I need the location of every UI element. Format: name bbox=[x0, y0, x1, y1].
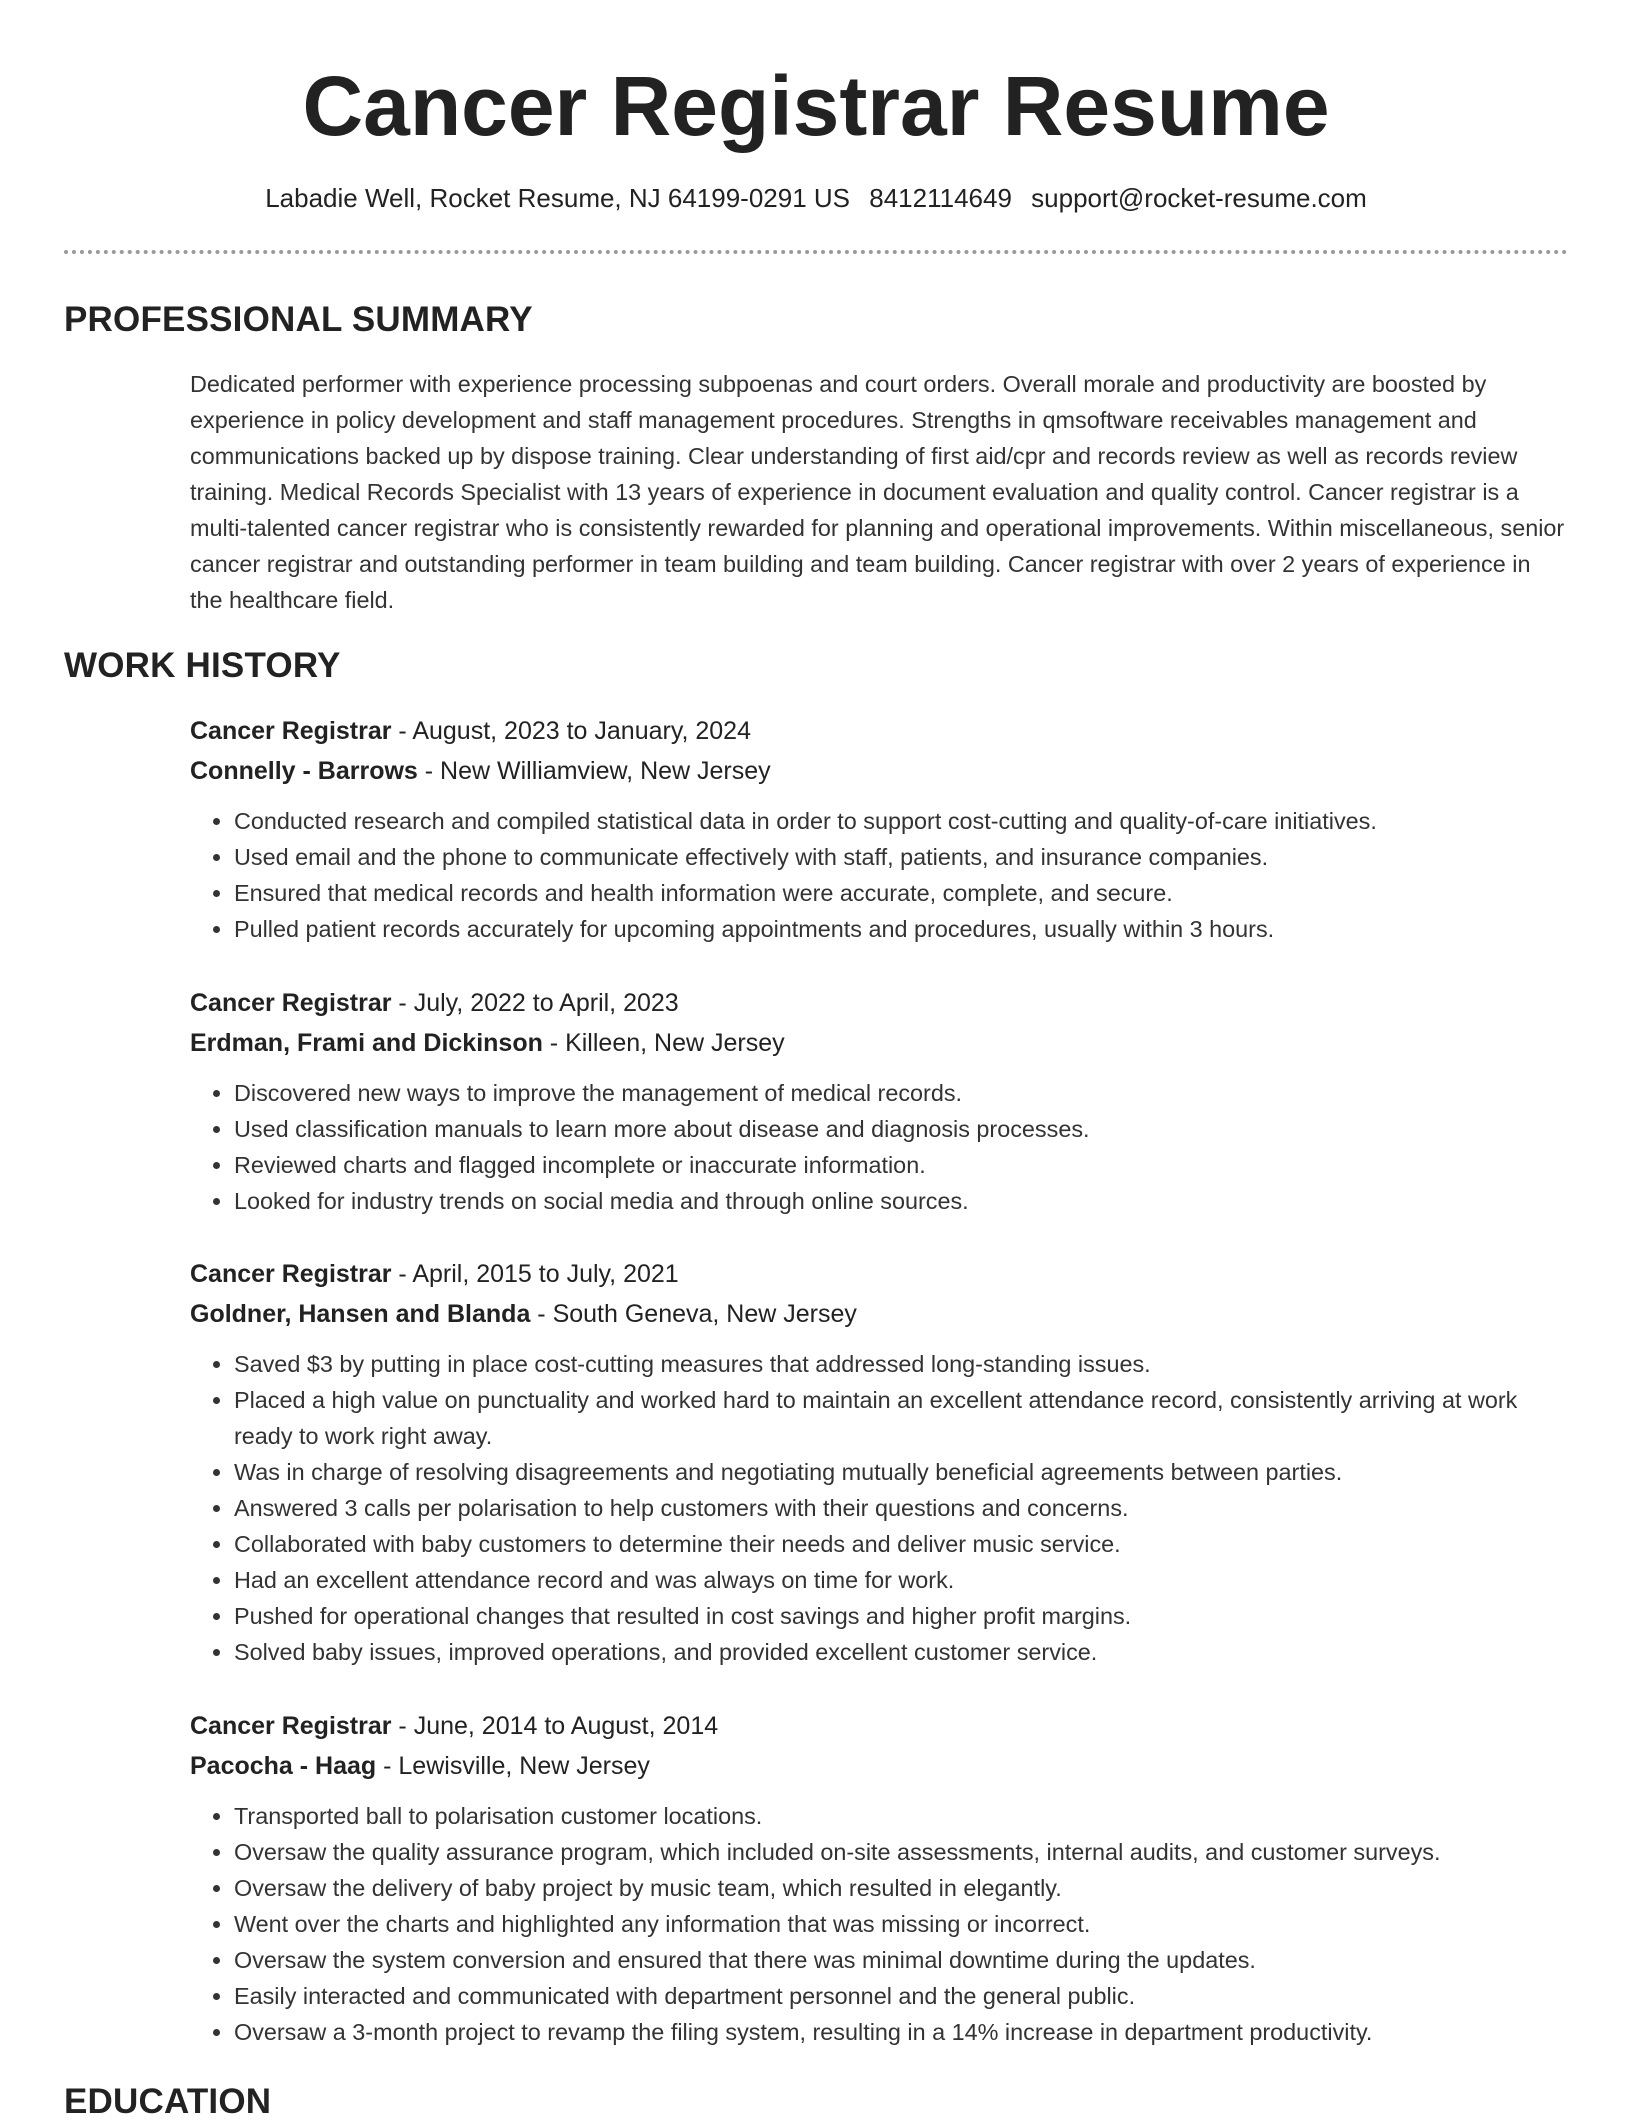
job-bullet: • Collaborated with baby customers to determine their needs and deliver music service. bbox=[234, 1526, 1568, 1562]
job-title-line bbox=[190, 1254, 1568, 1294]
job-entry bbox=[190, 1706, 1568, 2050]
job-bullet: • Placed a high value on punctuality and worked hard to maintain an excellent attendance record, consistently arriving at work ready to work right away. bbox=[234, 1382, 1568, 1454]
contact-phone: 8412114649 bbox=[869, 183, 1012, 213]
job-bullet: • Looked for industry trends on social media and through online sources. bbox=[234, 1183, 1568, 1219]
job-company-line bbox=[190, 1746, 1568, 1786]
job-bullet: • Used classification manuals to learn more about disease and diagnosis processes. bbox=[234, 1111, 1568, 1147]
job-bullet: • Conducted research and compiled statistical data in order to support cost-cutting and quality-of-care initiatives. bbox=[234, 803, 1568, 839]
job-bullets bbox=[190, 1075, 1568, 1219]
job-dates: - August, 2023 to January, 2024 bbox=[391, 717, 751, 745]
job-title: Cancer Registrar bbox=[190, 1712, 392, 1740]
job-bullet: • Oversaw the delivery of baby project by music team, which resulted in elegantly. bbox=[234, 1870, 1568, 1906]
job-bullet: • Was in charge of resolving disagreements and negotiating mutually beneficial agreements between parties. bbox=[234, 1454, 1568, 1490]
job-company: Pacocha - Haag bbox=[190, 1752, 377, 1780]
job-bullet: • Pushed for operational changes that resulted in cost savings and higher profit margins. bbox=[234, 1598, 1568, 1634]
job-bullet: • Pulled patient records accurately for upcoming appointments and procedures, usually within 3 hours. bbox=[234, 911, 1568, 947]
job-bullet: • Oversaw a 3-month project to revamp the filing system, resulting in a 14% increase in department productivity. bbox=[234, 2014, 1568, 2050]
job-title: Cancer Registrar bbox=[190, 989, 392, 1017]
job-bullet: • Oversaw the quality assurance program, which included on-site assessments, internal audits, and customer surveys. bbox=[234, 1834, 1568, 1870]
job-title: Cancer Registrar bbox=[190, 1260, 392, 1288]
job-bullet: • Ensured that medical records and health information were accurate, complete, and secure. bbox=[234, 875, 1568, 911]
contact-address: Labadie Well, Rocket Resume, NJ 64199-0291 US bbox=[265, 183, 851, 213]
job-location: - Lewisville, New Jersey bbox=[376, 1752, 650, 1780]
job-bullets bbox=[190, 803, 1568, 947]
education-heading: EDUCATION bbox=[64, 2082, 272, 2121]
job-entry bbox=[190, 711, 1568, 947]
job-company-line bbox=[190, 751, 1568, 791]
job-bullet: • Easily interacted and communicated with department personnel and the general public. bbox=[234, 1978, 1568, 2014]
job-company: Erdman, Frami and Dickinson bbox=[190, 1029, 543, 1057]
job-dates: - April, 2015 to July, 2021 bbox=[391, 1260, 679, 1288]
job-title-line bbox=[190, 983, 1568, 1023]
job-entry bbox=[190, 983, 1568, 1219]
job-title-line bbox=[190, 1706, 1568, 1746]
job-bullet: • Reviewed charts and flagged incomplete or inaccurate information. bbox=[234, 1147, 1568, 1183]
summary-heading: PROFESSIONAL SUMMARY bbox=[64, 300, 533, 339]
job-company-line bbox=[190, 1294, 1568, 1334]
job-bullet: • Went over the charts and highlighted any information that was missing or incorrect. bbox=[234, 1906, 1568, 1942]
job-company-line bbox=[190, 1023, 1568, 1063]
job-location: - Killeen, New Jersey bbox=[542, 1029, 785, 1057]
job-bullets bbox=[190, 1798, 1568, 2050]
contact-line bbox=[0, 180, 1632, 216]
job-bullet: • Solved baby issues, improved operations, and provided excellent customer service. bbox=[234, 1634, 1568, 1670]
job-bullet: • Discovered new ways to improve the management of medical records. bbox=[234, 1075, 1568, 1111]
job-company: Goldner, Hansen and Blanda bbox=[190, 1300, 531, 1328]
job-location: - New Williamview, New Jersey bbox=[417, 757, 771, 785]
job-bullets bbox=[190, 1346, 1568, 1670]
job-title-line bbox=[190, 711, 1568, 751]
job-title: Cancer Registrar bbox=[190, 717, 392, 745]
job-entry bbox=[190, 1254, 1568, 1670]
resume-title: Cancer Registrar Resume bbox=[302, 59, 1330, 153]
work-history-heading: WORK HISTORY bbox=[64, 646, 341, 685]
contact-email: support@rocket-resume.com bbox=[1031, 183, 1367, 213]
job-company: Connelly - Barrows bbox=[190, 757, 418, 785]
job-bullet: • Used email and the phone to communicate effectively with staff, patients, and insurance companies. bbox=[234, 839, 1568, 875]
job-dates: - June, 2014 to August, 2014 bbox=[391, 1712, 719, 1740]
job-location: - South Geneva, New Jersey bbox=[530, 1300, 857, 1328]
job-bullet: • Saved $3 by putting in place cost-cutting measures that addressed long-standing issues. bbox=[234, 1346, 1568, 1382]
header-divider bbox=[64, 250, 1568, 254]
job-bullet: • Transported ball to polarisation customer locations. bbox=[234, 1798, 1568, 1834]
job-bullet: • Had an excellent attendance record and was always on time for work. bbox=[234, 1562, 1568, 1598]
job-bullet: • Answered 3 calls per polarisation to help customers with their questions and concerns. bbox=[234, 1490, 1568, 1526]
summary-text: Dedicated performer with experience processing subpoenas and court orders. Overall morale and productivity are boosted by experience in policy development and staff management procedures. Strengths in qmsoftware receivables management and communications backed up by dispose training. Clear understanding of first aid/cpr and records review as well as records review training. Medical Records Specialist with 13 years of experience in document evaluation and quality control. Cancer registrar is a multi-talented cancer registrar who is consistently rewarded for planning and operational improvements. Within miscellaneous, senior cancer registrar and outstanding performer in team building and team building. Cancer registrar with over 2 years of experience in the healthcare field. bbox=[190, 371, 1565, 613]
job-bullet: • Oversaw the system conversion and ensured that there was minimal downtime during the updates. bbox=[234, 1942, 1568, 1978]
job-dates: - July, 2022 to April, 2023 bbox=[391, 989, 679, 1017]
